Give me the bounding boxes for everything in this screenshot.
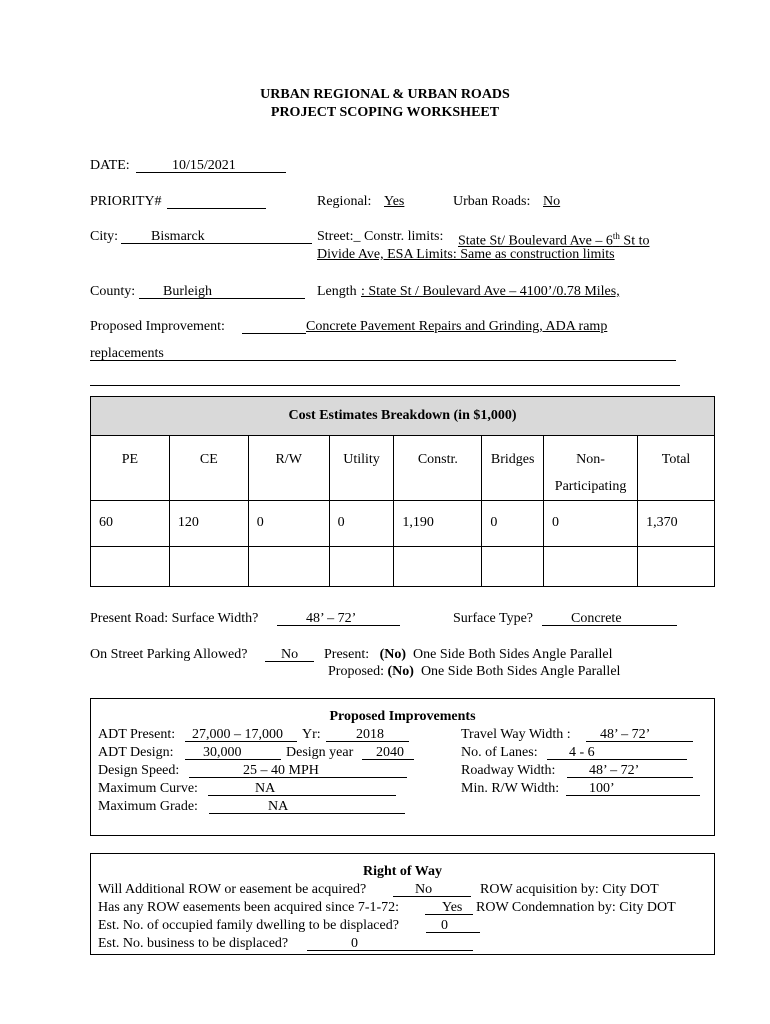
parking-label: On Street Parking Allowed? <box>90 647 248 662</box>
roadway-width-value[interactable]: 48’ – 72’ <box>589 763 640 778</box>
max-curve-underline <box>208 795 396 796</box>
cell-empty[interactable] <box>638 547 715 587</box>
col-header-ce: CE <box>169 436 248 501</box>
row-q4-value[interactable]: 0 <box>351 936 358 951</box>
row-q1-value[interactable]: No <box>415 882 433 897</box>
surface-width-value[interactable]: 48’ – 72’ <box>306 611 357 626</box>
priority-label: PRIORITY# <box>90 194 162 209</box>
design-year-value[interactable]: 2040 <box>376 745 404 760</box>
parking-proposed-row <box>328 663 620 680</box>
adt-design-label: ADT Design: <box>98 745 174 760</box>
cell-pe[interactable]: 60 <box>91 501 170 547</box>
proposed-underline-3 <box>90 385 680 386</box>
col-header-total: Total <box>638 436 715 501</box>
form-title-line1: URBAN REGIONAL & URBAN ROADS <box>260 87 510 102</box>
design-year-label: Design year <box>286 745 354 760</box>
travel-way-label: Travel Way Width : <box>461 727 571 742</box>
present-label: Present: <box>324 647 370 662</box>
proposed-label: Proposed: <box>328 664 384 679</box>
cost-table-header-row <box>91 436 715 501</box>
street-value-text: State St/ Boulevard Ave – 6 <box>458 233 613 249</box>
street-value-sup: th <box>612 231 620 241</box>
surface-width-label: Present Road: Surface Width? <box>90 611 259 626</box>
parking-present-row <box>324 646 613 663</box>
table-row <box>91 501 715 547</box>
min-rw-underline <box>566 795 700 796</box>
col-header-non-participating: Non- Participating <box>544 436 638 501</box>
row-q3-value[interactable]: 0 <box>441 918 448 933</box>
proposed-value[interactable]: (No) <box>387 664 414 679</box>
max-grade-label: Maximum Grade: <box>98 799 198 814</box>
yr-label: Yr: <box>302 727 321 742</box>
max-curve-value[interactable]: NA <box>255 781 276 796</box>
right-of-way-title: Right of Way <box>362 864 443 879</box>
col-header-rw: R/W <box>248 436 329 501</box>
col-header-utility: Utility <box>329 436 394 501</box>
proposed-improvements-title: Proposed Improvements <box>329 709 476 724</box>
row-q1-label: Will Additional ROW or easement be acquired? <box>98 882 367 897</box>
cell-total[interactable]: 1,370 <box>638 501 715 547</box>
county-label: County: <box>90 284 136 299</box>
priority-underline <box>167 208 266 209</box>
max-curve-label: Maximum Curve: <box>98 781 198 796</box>
cell-empty[interactable] <box>248 547 329 587</box>
surface-type-value[interactable]: Concrete <box>571 611 622 626</box>
length-value[interactable]: : State St / Boulevard Ave – 4100’/0.78 Miles, <box>361 284 620 299</box>
row-q4-label: Est. No. business to be displaced? <box>98 936 289 951</box>
street-value-line2[interactable]: Divide Ave, ESA Limits: Same as construction limits <box>317 247 615 262</box>
cell-rw[interactable]: 0 <box>248 501 329 547</box>
proposed-improvement-label: Proposed Improvement: <box>90 319 225 334</box>
cell-empty[interactable] <box>482 547 544 587</box>
present-value[interactable]: (No) <box>379 647 407 662</box>
yr-value[interactable]: 2018 <box>356 727 384 742</box>
proposed-options[interactable]: One Side Both Sides Angle Parallel <box>420 664 621 679</box>
parking-value[interactable]: No <box>281 647 299 662</box>
proposed-improvement-value-line2[interactable]: replacements <box>90 346 164 361</box>
cell-empty[interactable] <box>394 547 482 587</box>
min-rw-label: Min. R/W Width: <box>461 781 560 796</box>
lanes-value[interactable]: 4 - 6 <box>569 745 595 760</box>
cell-ce[interactable]: 120 <box>169 501 248 547</box>
city-label: City: <box>90 229 119 244</box>
lanes-label: No. of Lanes: <box>461 745 538 760</box>
regional-value[interactable]: Yes <box>384 194 405 209</box>
adt-present-value[interactable]: 27,000 – 17,000 <box>192 727 283 742</box>
cell-utility[interactable]: 0 <box>329 501 394 547</box>
county-value[interactable]: Burleigh <box>163 284 212 299</box>
adt-design-value[interactable]: 30,000 <box>203 745 242 760</box>
regional-label: Regional: <box>317 194 372 209</box>
cell-empty[interactable] <box>329 547 394 587</box>
date-label: DATE: <box>90 158 130 173</box>
max-grade-value[interactable]: NA <box>268 799 289 814</box>
proposed-improvement-value-line1[interactable]: Concrete Pavement Repairs and Grinding, ADA ramp <box>306 319 608 334</box>
col-header-pe: PE <box>91 436 170 501</box>
design-speed-label: Design Speed: <box>98 763 180 778</box>
length-label: Length <box>317 284 357 299</box>
cell-bridges[interactable]: 0 <box>482 501 544 547</box>
cell-empty[interactable] <box>169 547 248 587</box>
table-row <box>91 547 715 587</box>
travel-way-value[interactable]: 48’ – 72’ <box>600 727 651 742</box>
roadway-width-label: Roadway Width: <box>461 763 556 778</box>
row-condemnation-options[interactable]: ROW Condemnation by: City DOT <box>476 900 676 915</box>
row-q2-label: Has any ROW easements been acquired since 7-1-72: <box>98 900 400 915</box>
cost-table-title: Cost Estimates Breakdown (in $1,000) <box>91 397 715 436</box>
design-speed-value[interactable]: 25 – 40 MPH <box>243 763 319 778</box>
proposed-underline-2 <box>90 360 676 361</box>
date-value[interactable]: 10/15/2021 <box>172 158 236 173</box>
row-q3-label: Est. No. of occupied family dwelling to be displaced? <box>98 918 399 933</box>
urban-roads-label: Urban Roads: <box>453 194 531 209</box>
max-grade-underline <box>209 813 405 814</box>
cell-non-participating[interactable]: 0 <box>544 501 638 547</box>
row-acquisition-options[interactable]: ROW acquisition by: City DOT <box>480 882 659 897</box>
col-header-bridges: Bridges <box>482 436 544 501</box>
city-underline <box>121 243 312 244</box>
cost-estimates-table <box>90 396 715 587</box>
lanes-underline <box>547 759 687 760</box>
cell-constr[interactable]: 1,190 <box>394 501 482 547</box>
adt-present-label: ADT Present: <box>98 727 176 742</box>
surface-type-label: Surface Type? <box>453 611 534 626</box>
cell-empty[interactable] <box>544 547 638 587</box>
city-value[interactable]: Bismarck <box>151 229 205 244</box>
row-q3-underline <box>426 932 480 933</box>
form-title-line2: PROJECT SCOPING WORKSHEET <box>270 105 500 120</box>
urban-roads-value[interactable]: No <box>543 194 561 209</box>
row-q4-underline <box>307 950 473 951</box>
col-header-constr: Constr. <box>394 436 482 501</box>
cell-empty[interactable] <box>91 547 170 587</box>
present-options[interactable]: One Side Both Sides Angle Parallel <box>413 647 613 662</box>
min-rw-value[interactable]: 100’ <box>589 781 615 796</box>
row-q2-value[interactable]: Yes <box>442 900 463 915</box>
street-label: Street:_ Constr. limits: <box>317 229 444 244</box>
proposed-leading-underline <box>242 333 306 334</box>
street-value-text-b: St to <box>619 233 650 249</box>
